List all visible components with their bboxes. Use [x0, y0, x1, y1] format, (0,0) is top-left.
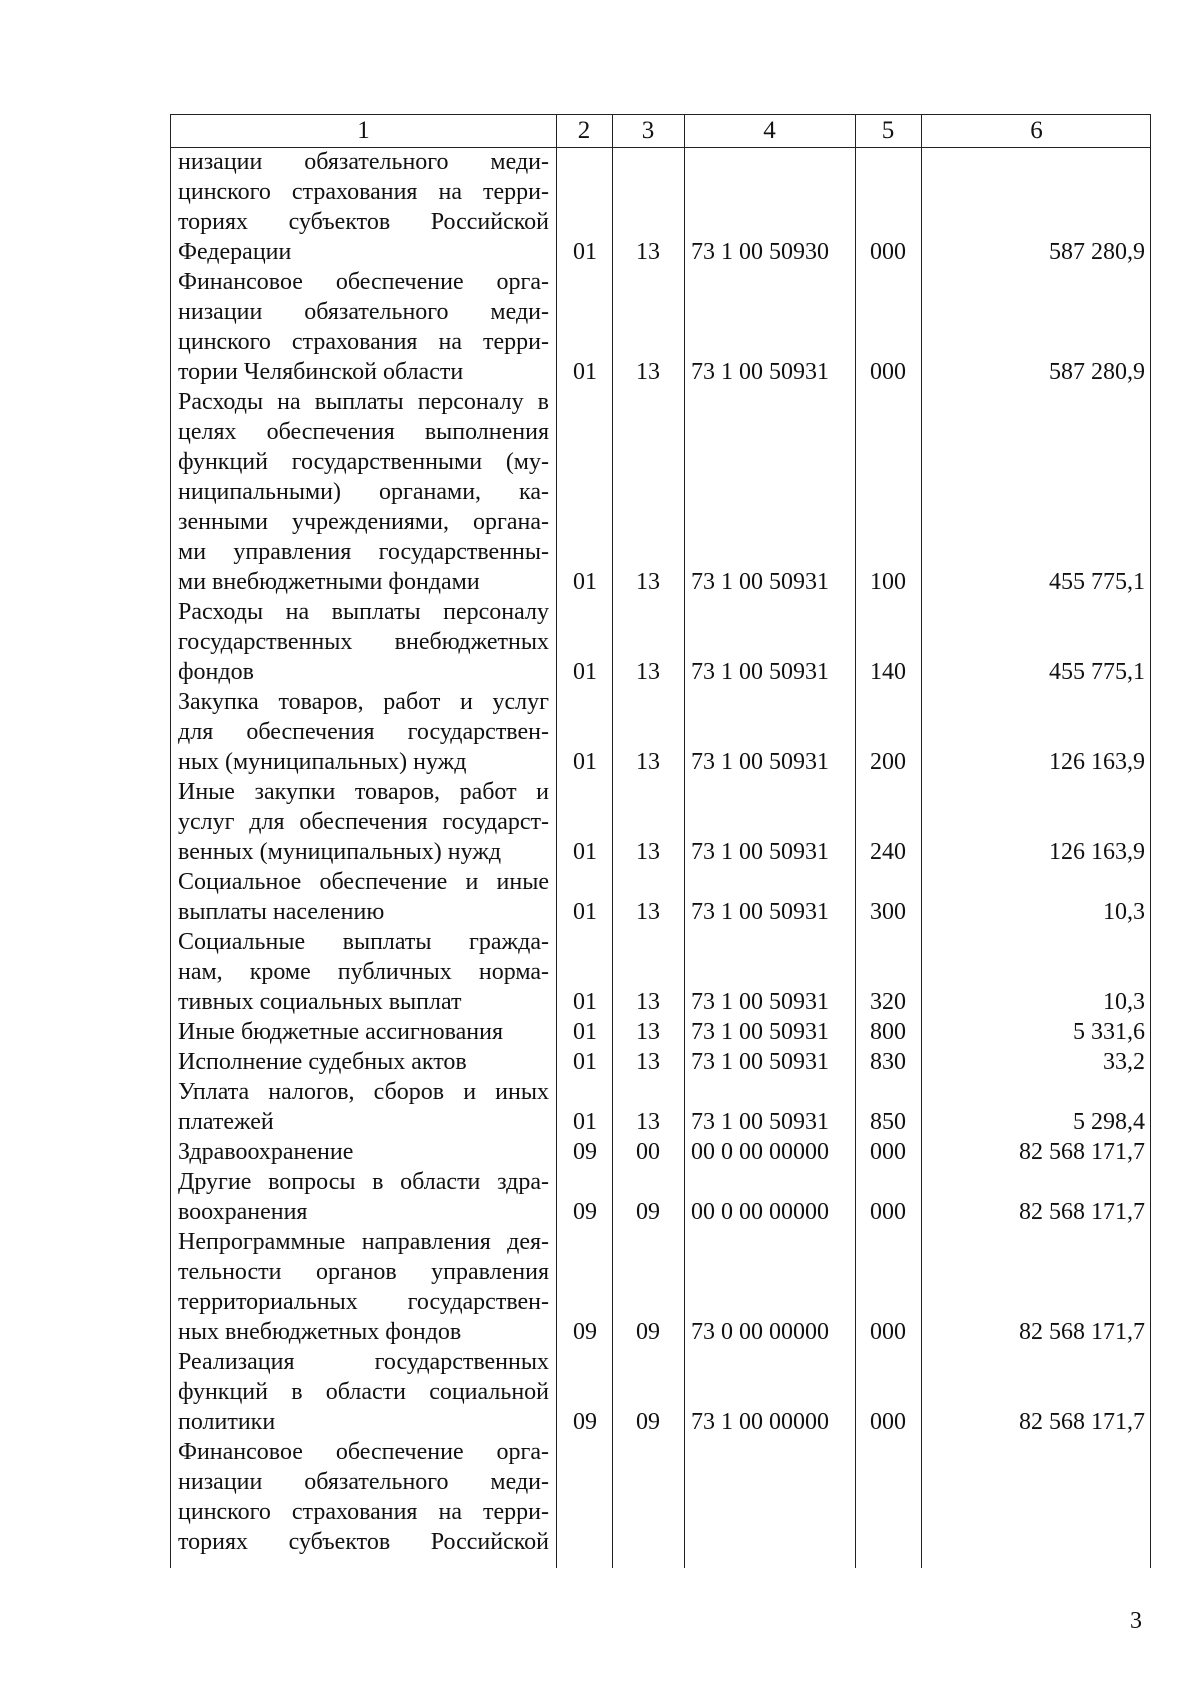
row-description: [178, 777, 549, 867]
desc-line: венных (муниципальных) нужд: [178, 839, 502, 865]
header-col-3: 3: [641, 117, 655, 144]
subsection-code: 13: [636, 989, 660, 1015]
row-description: [178, 1047, 549, 1077]
amount: 10,3: [1103, 989, 1145, 1015]
subsection-code: 00: [636, 1139, 660, 1165]
amount: 82 568 171,7: [1019, 1319, 1145, 1345]
row-description: [178, 687, 549, 777]
expense-type-code: 000: [870, 239, 906, 265]
amount: 455 775,1: [1049, 569, 1145, 595]
desc-line: ных внебюджетных фондов: [178, 1319, 462, 1345]
desc-line: ториях субъектов Российской: [178, 1529, 549, 1555]
desc-line: целях обеспечения выполнения: [178, 419, 549, 445]
desc-line: тельности органов управления: [178, 1259, 549, 1285]
desc-line: ниципальными) органами, ка-: [178, 479, 549, 505]
amount: 33,2: [1103, 1049, 1145, 1075]
header-col-2: 2: [577, 117, 591, 144]
table-row: [171, 687, 1152, 777]
row-description: [178, 1347, 549, 1437]
desc-line: для обеспечения государствен-: [178, 719, 549, 745]
subsection-code: 13: [636, 1109, 660, 1135]
desc-line: функций государственными (му-: [178, 449, 549, 475]
desc-line: ных (муниципальных) нужд: [178, 749, 467, 775]
expense-type-code: 300: [870, 899, 906, 925]
row-description: [178, 267, 549, 387]
desc-line: Закупка товаров, работ и услуг: [178, 689, 549, 715]
section-code: 01: [573, 569, 597, 595]
subsection-code: 13: [636, 659, 660, 685]
amount: 5 298,4: [1073, 1109, 1145, 1135]
subsection-code: 09: [636, 1199, 660, 1225]
subsection-code: 09: [636, 1409, 660, 1435]
table-row: [171, 1227, 1152, 1347]
amount: 82 568 171,7: [1019, 1409, 1145, 1435]
subsection-code: 13: [636, 569, 660, 595]
target-article-code: 73 1 00 50931: [691, 569, 829, 595]
desc-line: Расходы на выплаты персоналу в: [178, 389, 549, 415]
amount: 587 280,9: [1049, 239, 1145, 265]
desc-line: Реализация государственных: [178, 1349, 549, 1375]
section-code: 01: [573, 359, 597, 385]
desc-line: государственных внебюджетных: [178, 629, 549, 655]
desc-line: Федерации: [178, 239, 292, 265]
table-row: [171, 777, 1152, 867]
target-article-code: 73 1 00 00000: [691, 1409, 829, 1435]
table-row: [171, 927, 1152, 1017]
desc-line: ториях субъектов Российской: [178, 209, 549, 235]
header-col-6: 6: [1030, 117, 1043, 144]
desc-line: цинского страхования на терри-: [178, 1499, 549, 1525]
desc-line: выплаты населению: [178, 899, 385, 925]
section-code: 01: [573, 1019, 597, 1045]
desc-line: низации обязательного меди-: [178, 299, 549, 325]
amount: 126 163,9: [1049, 749, 1145, 775]
section-code: 01: [573, 239, 597, 265]
expense-type-code: 000: [870, 1139, 906, 1165]
table-row: [171, 267, 1152, 387]
expense-type-code: 100: [870, 569, 906, 595]
amount: 587 280,9: [1049, 359, 1145, 385]
table-row: [171, 1017, 1152, 1047]
desc-line: Иные бюджетные ассигнования: [178, 1019, 503, 1045]
subsection-code: 13: [636, 749, 660, 775]
expense-type-code: 800: [870, 1019, 906, 1045]
desc-line: политики: [178, 1409, 276, 1435]
desc-line: ми внебюджетными фондами: [178, 569, 480, 595]
subsection-code: 13: [636, 1049, 660, 1075]
desc-line: Уплата налогов, сборов и иных: [178, 1079, 549, 1105]
section-code: 01: [573, 749, 597, 775]
desc-line: Социальное обеспечение и иные: [178, 869, 549, 895]
desc-line: цинского страхования на терри-: [178, 179, 549, 205]
row-description: [178, 1167, 549, 1227]
desc-line: воохранения: [178, 1199, 308, 1225]
section-code: 01: [573, 899, 597, 925]
header-col-4: 4: [763, 117, 776, 144]
table-row: [171, 1347, 1152, 1437]
subsection-code: 13: [636, 839, 660, 865]
amount: 82 568 171,7: [1019, 1139, 1145, 1165]
section-code: 09: [573, 1319, 597, 1345]
target-article-code: 73 1 00 50931: [691, 749, 829, 775]
section-code: 09: [573, 1199, 597, 1225]
desc-line: нам, кроме публичных норма-: [178, 959, 549, 985]
amount: 10,3: [1103, 899, 1145, 925]
row-description: [178, 597, 549, 687]
table-row: [171, 867, 1152, 927]
row-description: [178, 867, 549, 927]
section-code: 01: [573, 659, 597, 685]
expense-type-code: 320: [870, 989, 906, 1015]
row-description: [178, 387, 549, 597]
desc-line: территориальных государствен-: [178, 1289, 549, 1315]
desc-line: низации обязательного меди-: [178, 149, 549, 175]
desc-line: тории Челябинской области: [178, 359, 464, 385]
desc-line: Социальные выплаты гражда-: [178, 929, 549, 955]
section-code: 01: [573, 1049, 597, 1075]
desc-line: платежей: [178, 1109, 274, 1135]
subsection-code: 13: [636, 899, 660, 925]
page-number: 3: [1130, 1608, 1142, 1634]
desc-line: фондов: [178, 659, 254, 685]
section-code: 09: [573, 1409, 597, 1435]
table-row: [171, 387, 1152, 597]
target-article-code: 00 0 00 00000: [691, 1199, 829, 1225]
expense-type-code: 000: [870, 1409, 906, 1435]
target-article-code: 73 1 00 50931: [691, 359, 829, 385]
target-article-code: 73 1 00 50931: [691, 1109, 829, 1135]
desc-line: функций в области социальной: [178, 1379, 549, 1405]
table-row: [171, 597, 1152, 687]
header-col-1: 1: [357, 117, 370, 144]
amount: 82 568 171,7: [1019, 1199, 1145, 1225]
row-description: [178, 1227, 549, 1347]
target-article-code: 73 1 00 50931: [691, 659, 829, 685]
amount: 5 331,6: [1073, 1019, 1145, 1045]
target-article-code: 73 1 00 50930: [691, 239, 829, 265]
row-description: [178, 1437, 549, 1557]
desc-line: Здравоохранение: [178, 1139, 354, 1165]
desc-line: Расходы на выплаты персоналу: [178, 599, 549, 625]
table-row: [171, 1167, 1152, 1227]
table-row: [171, 147, 1152, 267]
target-article-code: 73 1 00 50931: [691, 839, 829, 865]
expense-type-code: 000: [870, 359, 906, 385]
expense-type-code: 830: [870, 1049, 906, 1075]
subsection-code: 13: [636, 239, 660, 265]
row-description: [178, 927, 549, 1017]
desc-line: тивных социальных выплат: [178, 989, 462, 1015]
expense-type-code: 200: [870, 749, 906, 775]
target-article-code: 00 0 00 00000: [691, 1139, 829, 1165]
row-description: [178, 1077, 549, 1137]
target-article-code: 73 1 00 50931: [691, 899, 829, 925]
section-code: 01: [573, 839, 597, 865]
target-article-code: 73 1 00 50931: [691, 989, 829, 1015]
desc-line: услуг для обеспечения государст-: [178, 809, 549, 835]
table-row: [171, 1077, 1152, 1137]
expense-type-code: 000: [870, 1319, 906, 1345]
desc-line: Финансовое обеспечение орга-: [178, 1439, 549, 1465]
row-description: [178, 147, 549, 267]
expense-type-code: 000: [870, 1199, 906, 1225]
target-article-code: 73 0 00 00000: [691, 1319, 829, 1345]
desc-line: цинского страхования на терри-: [178, 329, 549, 355]
budget-table: [170, 114, 1151, 1568]
header-col-5: 5: [881, 117, 895, 144]
section-code: 01: [573, 989, 597, 1015]
subsection-code: 13: [636, 1019, 660, 1045]
desc-line: Иные закупки товаров, работ и: [178, 779, 549, 805]
subsection-code: 13: [636, 359, 660, 385]
expense-type-code: 240: [870, 839, 906, 865]
table-row: [171, 1437, 1152, 1557]
desc-line: Другие вопросы в области здра-: [178, 1169, 549, 1195]
expense-type-code: 850: [870, 1109, 906, 1135]
section-code: 01: [573, 1109, 597, 1135]
amount: 126 163,9: [1049, 839, 1145, 865]
desc-line: Исполнение судебных актов: [178, 1049, 467, 1075]
target-article-code: 73 1 00 50931: [691, 1019, 829, 1045]
row-description: [178, 1137, 549, 1167]
subsection-code: 09: [636, 1319, 660, 1345]
expense-type-code: 140: [870, 659, 906, 685]
table-row: [171, 1137, 1152, 1167]
row-description: [178, 1017, 549, 1047]
table-row: [171, 1047, 1152, 1077]
desc-line: ми управления государственны-: [178, 539, 549, 565]
desc-line: зенными учреждениями, органа-: [178, 509, 549, 535]
section-code: 09: [573, 1139, 597, 1165]
amount: 455 775,1: [1049, 659, 1145, 685]
target-article-code: 73 1 00 50931: [691, 1049, 829, 1075]
desc-line: Непрограммные направления дея-: [178, 1229, 549, 1255]
desc-line: низации обязательного меди-: [178, 1469, 549, 1495]
desc-line: Финансовое обеспечение орга-: [178, 269, 549, 295]
